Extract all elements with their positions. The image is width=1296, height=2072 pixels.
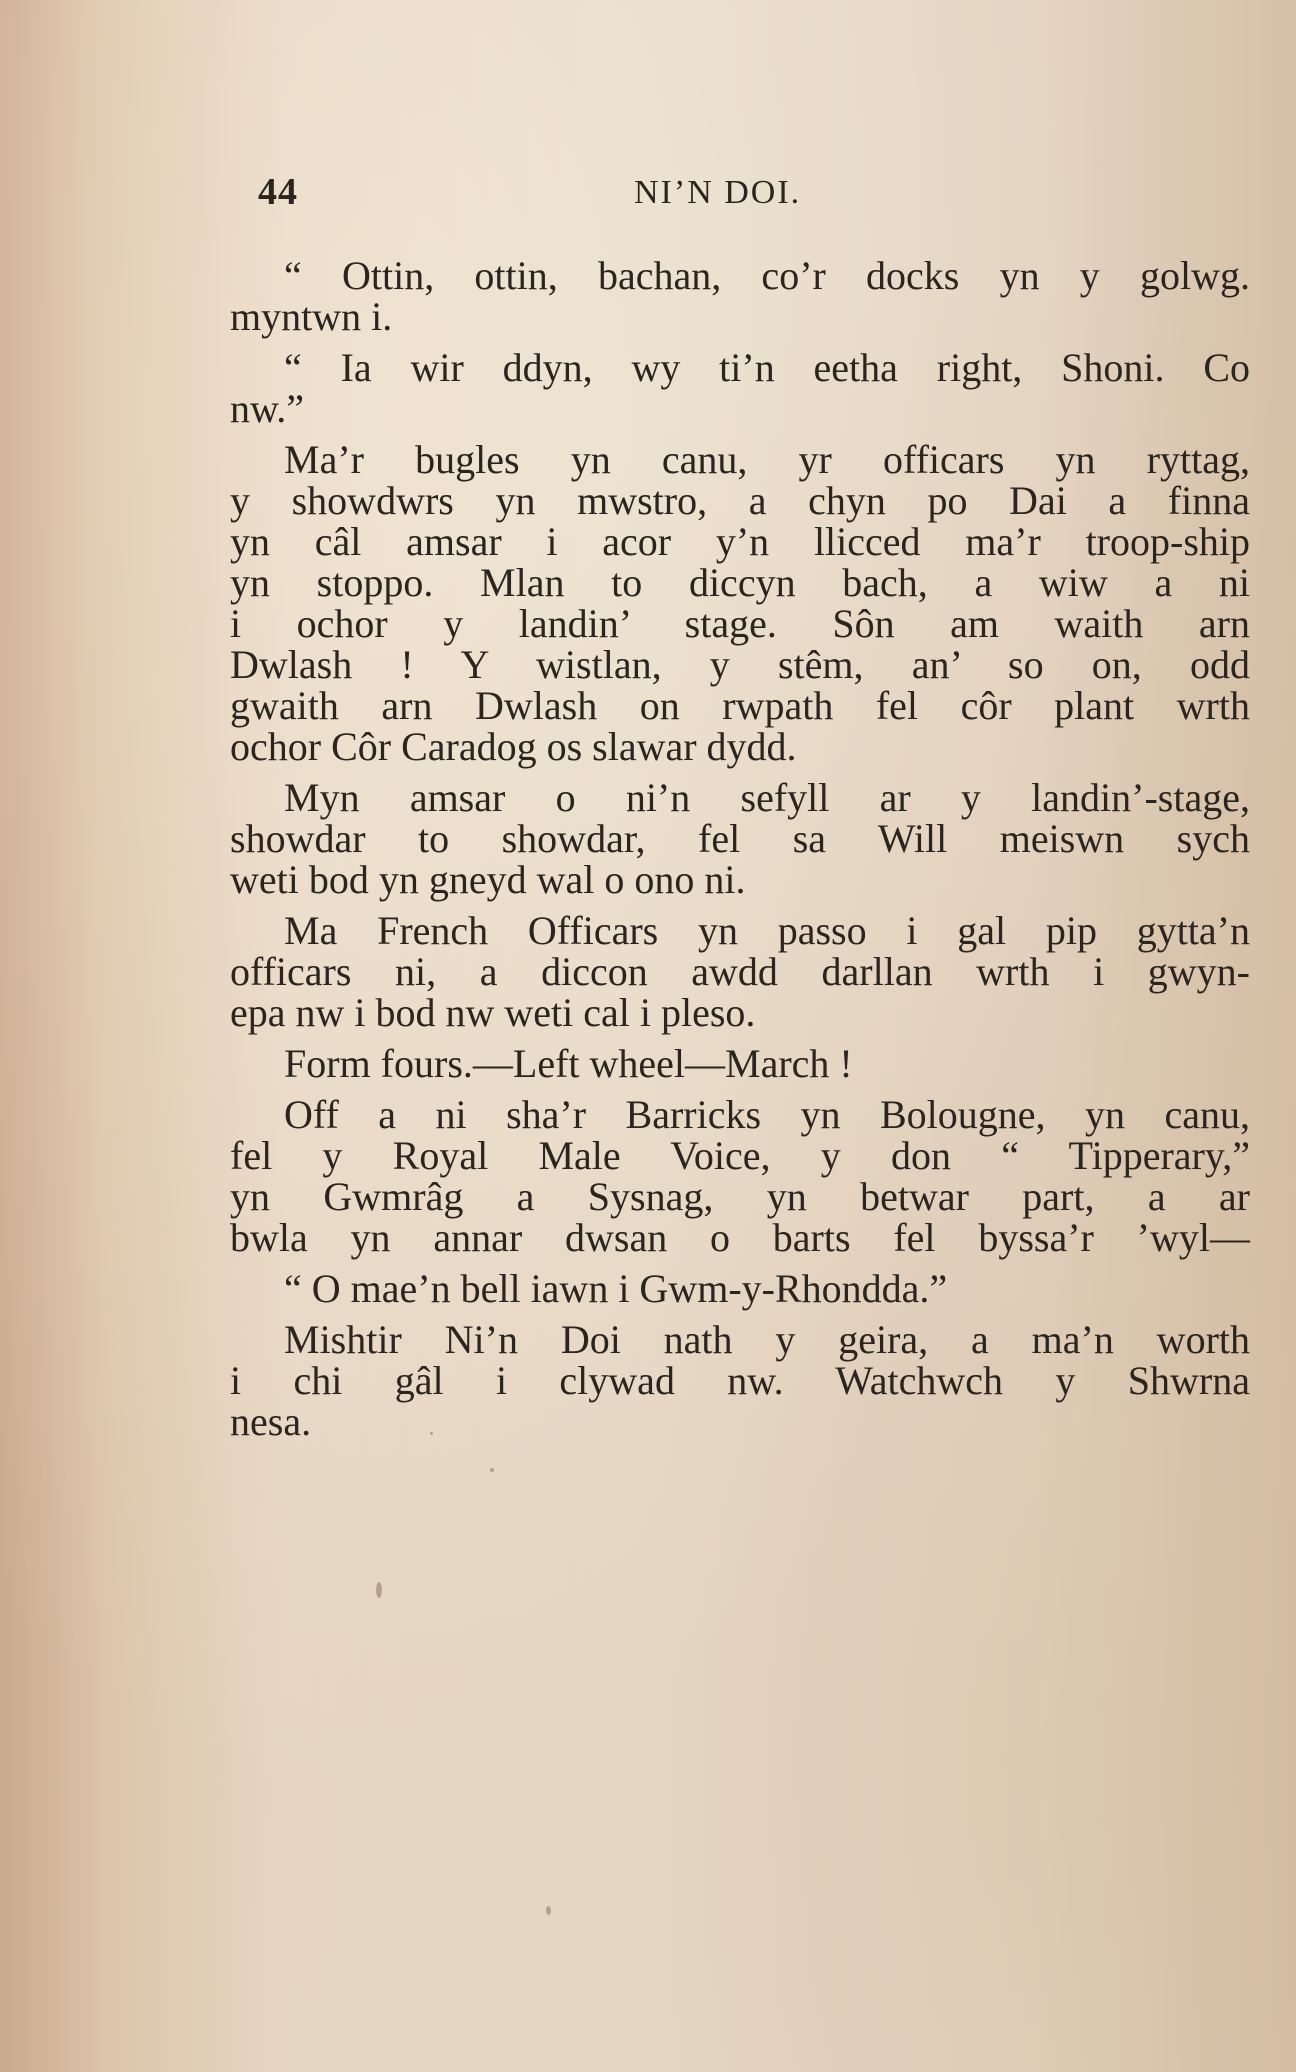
text-line: officars ni, a diccon awdd darllan wrth i gwyn- xyxy=(230,949,1250,994)
text-line: epa nw i bod nw weti cal i pleso. xyxy=(230,990,756,1035)
body-text xyxy=(230,255,1250,1452)
text-line: Mishtir Ni’n Doi nath y geira, a ma’n worth xyxy=(284,1317,1250,1362)
paragraph xyxy=(230,1319,1250,1442)
text-line: ochor Côr Caradog os slawar dydd. xyxy=(230,724,797,769)
text-line: gwaith arn Dwlash on rwpath fel côr plant wrth xyxy=(230,683,1250,728)
paragraph xyxy=(230,910,1250,1033)
text-line: yn stoppo. Mlan to diccyn bach, a wiw a ni xyxy=(230,560,1250,605)
paper-speck xyxy=(430,1432,433,1435)
paper-speck xyxy=(376,1582,382,1598)
text-line: “ O mae’n bell iawn i Gwm-y-Rhondda.” xyxy=(284,1266,948,1311)
paragraph xyxy=(230,439,1250,767)
text-line: yn câl amsar i acor y’n llicced ma’r troop-ship xyxy=(230,519,1250,564)
text-line: “ Ottin, ottin, bachan, co’r docks yn y golwg. xyxy=(284,253,1250,298)
text-line: nw.” xyxy=(230,386,305,431)
page-number: 44 xyxy=(258,171,298,213)
text-line: y showdwrs yn mwstro, a chyn po Dai a finna xyxy=(230,478,1250,523)
text-line: Ma French Officars yn passo i gal pip gytta’n xyxy=(284,908,1250,953)
text-line: yn Gwmrâg a Sysnag, yn betwar part, a ar xyxy=(230,1174,1250,1219)
text-line: bwla yn annar dwsan o barts fel byssa’r ’wyl— xyxy=(230,1215,1250,1260)
page-header xyxy=(258,170,858,230)
text-line: Dwlash ! Y wistlan, y stêm, an’ so on, odd xyxy=(230,642,1250,687)
text-line: nesa. xyxy=(230,1399,312,1444)
paragraph xyxy=(230,347,1250,429)
text-line: “ Ia wir ddyn, wy ti’n eetha right, Shoni. Co xyxy=(284,345,1250,390)
paragraph xyxy=(230,1094,1250,1258)
paragraph xyxy=(230,255,1250,337)
text-line: Myn amsar o ni’n sefyll ar y landin’-stage, xyxy=(284,775,1250,820)
paragraph xyxy=(230,777,1250,900)
text-line: weti bod yn gneyd wal o ono ni. xyxy=(230,857,746,902)
text-line: Form fours.—Left wheel—March ! xyxy=(284,1041,853,1086)
paper-speck xyxy=(490,1468,494,1472)
text-line: i ochor y landin’ stage. Sôn am waith arn xyxy=(230,601,1250,646)
text-line: Off a ni sha’r Barricks yn Bolougne, yn canu, xyxy=(284,1092,1250,1137)
paragraph xyxy=(230,1043,1250,1084)
text-line: i chi gâl i clywad nw. Watchwch y Shwrna xyxy=(230,1358,1250,1403)
text-line: fel y Royal Male Voice, y don “ Tipperary,” xyxy=(230,1133,1250,1178)
running-title: NI’N DOI. xyxy=(634,174,802,211)
paper-speck xyxy=(546,1906,551,1915)
text-line: Ma’r bugles yn canu, yr officars yn ryttag, xyxy=(284,437,1250,482)
text-line: showdar to showdar, fel sa Will meiswn sych xyxy=(230,816,1250,861)
paragraph xyxy=(230,1268,1250,1309)
text-line: myntwn i. xyxy=(230,294,393,339)
